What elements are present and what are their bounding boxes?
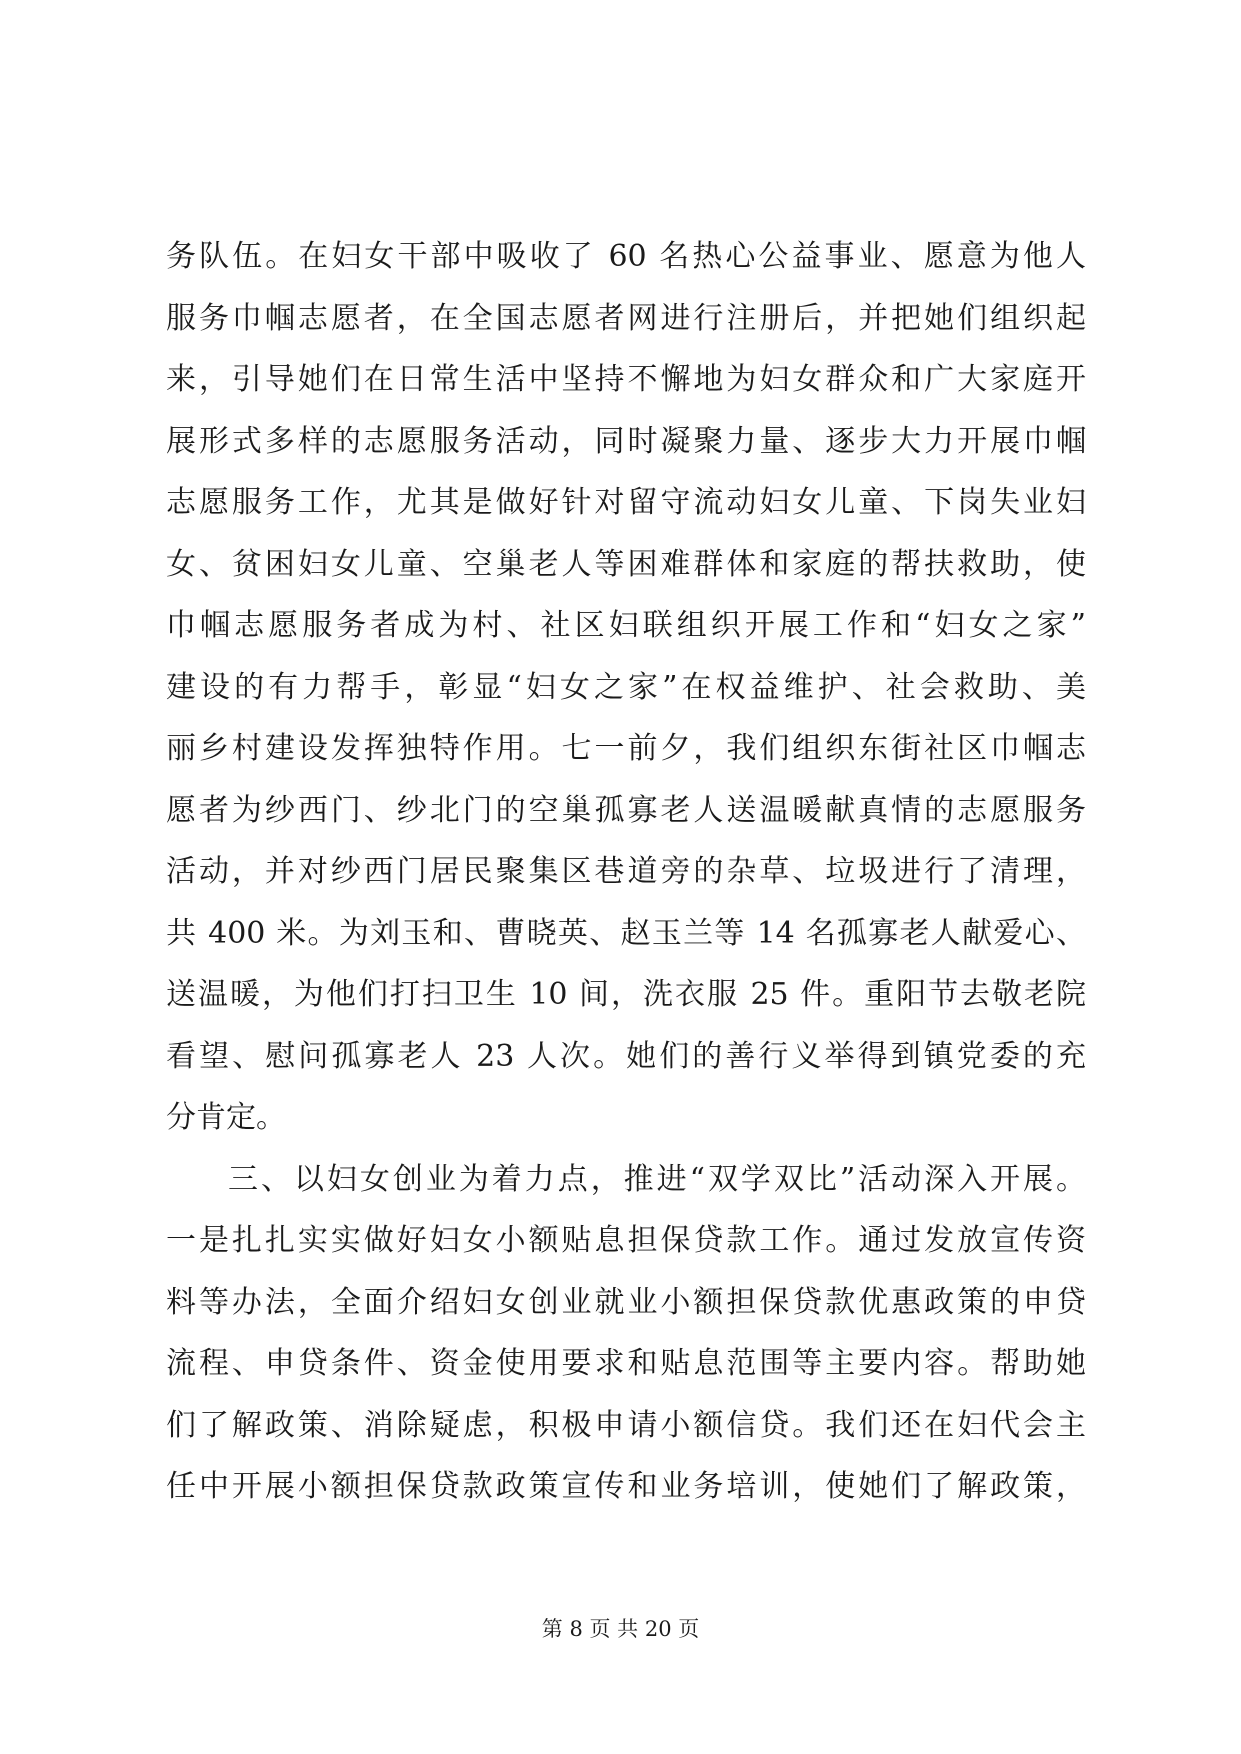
text-line: 服务巾帼志愿者，在全国志愿者网进行注册后，并把她们组织起 (166, 300, 1086, 336)
text-line: 们了解政策、消除疑虑，积极申请小额信贷。我们还在妇代会主 (166, 1407, 1086, 1443)
text-line: 巾帼志愿服务者成为村、社区妇联组织开展工作和“妇女之家” (166, 608, 1086, 643)
text-line: 一是扎扎实实做好妇女小额贴息担保贷款工作。通过发放宣传资 (166, 1223, 1086, 1258)
text-line: 来，引导她们在日常生活中坚持不懈地为妇女群众和广大家庭开 (166, 362, 1086, 397)
body-text (166, 226, 1086, 1518)
text-line: 活动，并对纱西门居民聚集区巷道旁的杂草、垃圾进行了清理， (166, 854, 1086, 889)
text-line: 愿者为纱西门、纱北门的空巢孤寡老人送温暖献真情的志愿服务 (166, 792, 1086, 828)
page-number-footer: 第 8 页 共 20 页 (541, 1617, 700, 1641)
text-line: 展形式多样的志愿服务活动，同时凝聚力量、逐步大力开展巾帼 (166, 423, 1086, 459)
text-line: 共 400 米。为刘玉和、曹晓英、赵玉兰等 14 名孤寡老人献爱心、 (166, 915, 1086, 951)
text-line: 丽乡村建设发挥独特作用。七一前夕，我们组织东街社区巾帼志 (166, 731, 1086, 766)
text-line: 务队伍。在妇女干部中吸收了 60 名热心公益事业、愿意为他人 (166, 239, 1086, 274)
text-line: 分肯定。 (166, 1100, 286, 1135)
section-heading-line: 三、以妇女创业为着力点，推进“双学双比”活动深入开展。 (228, 1161, 1086, 1197)
text-line: 任中开展小额担保贷款政策宣传和业务培训，使她们了解政策， (166, 1469, 1086, 1504)
text-line: 女、贫困妇女儿童、空巢老人等困难群体和家庭的帮扶救助，使 (166, 546, 1086, 582)
text-line: 料等办法，全面介绍妇女创业就业小额担保贷款优惠政策的申贷 (166, 1284, 1086, 1320)
text-line: 志愿服务工作，尤其是做好针对留守流动妇女儿童、下岗失业妇 (166, 485, 1086, 520)
text-line: 建设的有力帮手，彰显“妇女之家”在权益维护、社会救助、美 (166, 669, 1086, 705)
text-line: 送温暖，为他们打扫卫生 10 间，洗衣服 25 件。重阳节去敬老院 (166, 977, 1086, 1012)
text-line: 流程、申贷条件、资金使用要求和贴息范围等主要内容。帮助她 (166, 1346, 1086, 1381)
text-line: 看望、慰问孤寡老人 23 人次。她们的善行义举得到镇党委的充 (166, 1038, 1086, 1074)
